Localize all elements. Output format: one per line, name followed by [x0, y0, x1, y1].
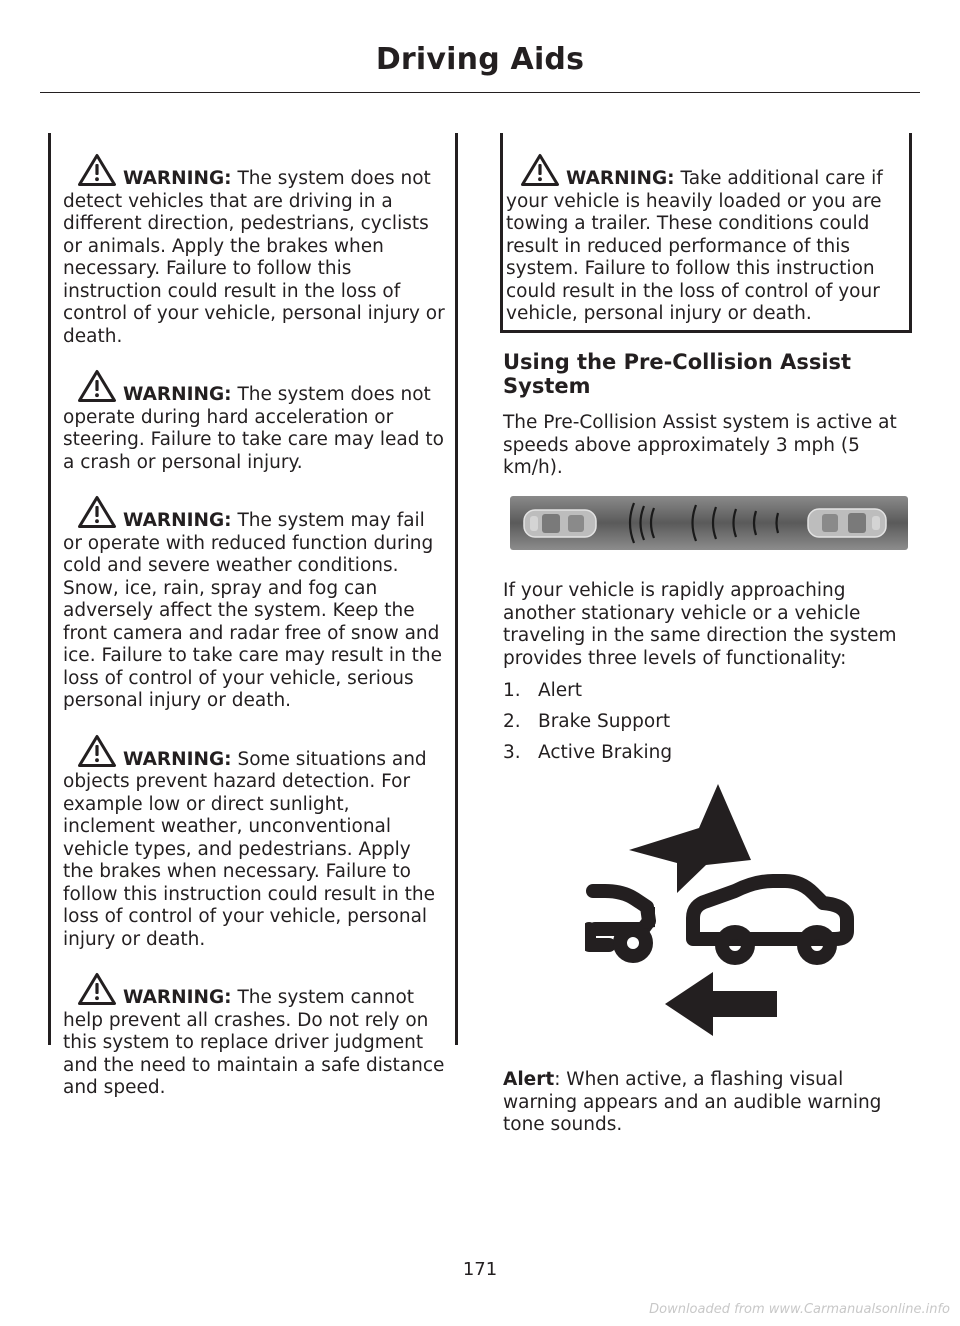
right-warning-box: [500, 133, 912, 333]
radar-illustration: [510, 496, 908, 550]
warning-icon: [77, 153, 117, 187]
warning-text: Some situations and objects prevent hazard detection. For example low or direct sunlight, inclement weather, unconventional vehicle types, and pedestrians. Apply the brakes when necessary. Failure to follow this instruction could result in the loss of control of your vehicle, personal injury or death.: [63, 748, 435, 950]
front-car-silhouette-icon: [693, 881, 847, 958]
warning-icon: [77, 734, 117, 768]
warning-icon: [77, 972, 117, 1006]
rear-car-silhouette-icon: [589, 891, 649, 956]
lead-car-icon: [808, 509, 886, 537]
page-number: 171: [462, 1259, 498, 1280]
warning-block: [63, 734, 445, 952]
warning-label: WARNING:: [123, 510, 232, 531]
warning-text: The system does not detect vehicles that are driving in a different direction, pedestrians, cyclists or animals. Apply the brakes when necessary. Failure to follow this instruction could result in the loss of control of your vehicle, personal injury or death.: [63, 168, 445, 347]
warning-text: The system may fail or operate with reduced function during cold and severe weather conditions. Snow, ice, rain, spray and fog can adversely affect the system. Keep the front camera and radar free of snow and ice. Failure to take care may result in the loss of control of your vehicle, serious personal injury or death.: [63, 510, 443, 711]
alert-description: Alert: When active, a flashing visual warning appears and an audible warning tone sounds.: [503, 1069, 882, 1135]
warning-block: [63, 153, 445, 348]
collision-star-icon: [629, 784, 751, 893]
page-title: Driving Aids: [375, 42, 585, 77]
warning-label: WARNING:: [123, 987, 232, 1008]
warning-label: WARNING:: [123, 168, 232, 189]
list-item: 3. Active Braking: [503, 742, 673, 763]
warning-icon: [520, 153, 560, 187]
warning-block: [63, 495, 445, 713]
header-divider: [40, 92, 920, 93]
functionality-list: [503, 680, 923, 773]
warning-text: The system cannot help prevent all crashes. Do not rely on this system to replace driver judgment and the need to maintain a safe distance and speed.: [63, 987, 445, 1098]
warning-icon: [77, 495, 117, 529]
functionality-paragraph: If your vehicle is rapidly approaching another stationary vehicle or a vehicle traveling in the same direction the system provides three levels of functionality:: [503, 580, 897, 669]
list-item: 1. Alert: [503, 680, 583, 701]
warning-block: [63, 369, 445, 474]
rear-car-icon: [524, 510, 596, 537]
left-arrow-icon: [665, 972, 777, 1036]
pre-collision-warning-symbol: [585, 783, 865, 1045]
intro-paragraph: The Pre-Collision Assist system is active at speeds above approximately 3 mph (5 km/h).: [503, 412, 897, 478]
warning-label: WARNING:: [123, 384, 232, 405]
section-title: Using the Pre-Collision Assist System: [503, 350, 852, 398]
left-warnings-column: [48, 133, 458, 1098]
warning-block: [506, 153, 903, 326]
warning-block: [63, 972, 445, 1100]
list-item: 2. Brake Support: [503, 711, 671, 732]
rear-car-front-icon: [643, 907, 655, 929]
warning-label: WARNING:: [566, 168, 675, 189]
warning-text: The system does not operate during hard acceleration or steering. Failure to take care may lead to a crash or personal injury.: [63, 384, 444, 473]
radar-waves-icon: [630, 503, 778, 543]
warning-text: Take additional care if your vehicle is heavily loaded or you are towing a trailer. These conditions could result in reduced performance of this system. Failure to follow this instruction could result in the loss of control of your vehicle, personal injury or death.: [506, 168, 883, 324]
warning-icon: [77, 369, 117, 403]
footer-watermark: Downloaded from www.Carmanualsonline.info: [649, 1302, 950, 1317]
warning-label: WARNING:: [123, 748, 232, 770]
